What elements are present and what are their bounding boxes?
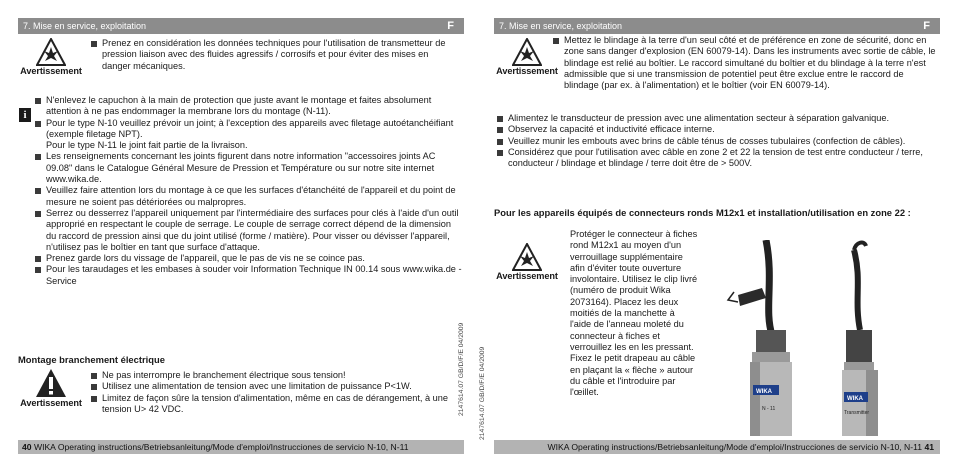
left-vertical-code: 2147614.07 GB/D/F/E 04/2009 [458,322,465,416]
list-item: Mettez le blindage à la terre d'un seul côté et de préférence en zone de sécurité, donc en zone sans danger d'explosion (EN 60079-14). Dans les instruments avec sortie de câble, le blindage est relié au boîtier. Le raccord simultané du boîtier et du blindage à la terre n'est admissible que si une transmission de potentiel peut être exclue entre le raccord de blindage (par ex. à l'alimentation) et le boîtier (voir EN 60079-14). [552,35,938,91]
left-section-heading: Montage branchement électrique [18,354,165,365]
list-item: Considérez que pour l'utilisation avec câble en zone 2 et 22 la tension de test entre conducteur / terre, conducteur / blindage et blindage / terre doit être de > 500V. [496,147,938,170]
list-item: Alimentez le transducteur de pression avec une alimentation secteur à séparation galvanique. [496,113,938,124]
left-warning-electrical [18,368,84,408]
right-warning2-label: Avertissement [496,271,558,281]
left-warning1-list [90,38,458,72]
list-item: Prenez garde lors du vissage de l'appareil, que le pas de vis ne se coince pas. [34,253,462,264]
left-footer-text: WIKA Operating instructions/Betriebsanleitung/Mode d'emploi/Instrucciones de servicio N-10, N-11 [33,442,409,452]
photo-model-left: N - 11 [762,406,776,412]
list-item: Pour les taraudages et les embases à souder voir Information Technique IN 00.14 sous www.wika.de -Service [34,264,462,287]
left-warning1-label: Avertissement [20,66,82,76]
right-warning-connector [494,243,560,281]
exclamation-warning-icon [35,368,67,398]
photo-brand-left: WIKA [756,389,772,395]
right-warning-explosion [494,38,560,76]
right-list [496,113,938,169]
transmitter-photo [704,240,940,436]
explosion-warning-icon [36,38,66,66]
left-info-list [34,95,462,287]
right-footer-text: WIKA Operating instructions/Betriebsanleitung/Mode d'emploi/Instrucciones de servicio N-10, N-11 [547,442,923,452]
list-item: Utilisez une alimentation de tension avec une limitation de puissance P<1W. [90,381,458,392]
right-page-number: 41 [924,442,934,452]
left-page-number: 40 [22,442,32,452]
info-icon: i [19,108,31,122]
left-page-header [18,18,464,34]
list-item: Veuillez faire attention lors du montage à ce que les surfaces d'étanchéité de l'appareil et du point de mesure ne soient pas détériorées ou malpropres. [34,185,462,208]
right-vertical-code: 2147614.07 GB/D/F/E 04/2009 [479,346,486,440]
explosion-warning-icon [512,38,542,66]
right-warning1-label: Avertissement [496,66,558,76]
right-warning2-text: Protéger le connecteur à fiches rond M12x1 au moyen d'un verrouillage supplémentaire afin d'éviter toute ouverture involontaire. Utilisez le clip livré (numéro de produit Wika 2073164). Placez les deux moitiés de la manchette à l'aide de l'anneau moleté du connecteur à fiches et verrouillez les en les pressant. Fixez le petit drapeau au câble en plaçant la « flèche » autour du câble et l'introduire par l'œillet. [570,229,698,398]
photo-brand-right: WIKA [847,396,863,402]
right-header-title: 7. Mise en service, exploitation [499,21,623,31]
right-page-header [494,18,940,34]
right-page-footer [494,440,940,454]
list-item: Prenez en considération les données techniques pour l'utilisation de transmetteur de pression liaison avec des fluides agressifs / corrosifs et pour éviter des mises en danger mécaniques. [90,38,458,72]
explosion-warning-icon [512,243,542,271]
list-item: Limitez de façon sûre la tension d'alimentation, même en cas de dérangement, à une tension U> 42 VDC. [90,393,458,416]
list-item: Ne pas interrompre le branchement électrique sous tension! [90,370,458,381]
right-section-heading: Pour les appareils équipés de connecteurs ronds M12x1 et installation/utilisation en zone 22 : [494,207,911,218]
left-warning-explosion [18,38,84,76]
left-warning2-list [90,370,458,415]
left-page-footer [18,440,464,454]
right-warning1-list [552,35,938,91]
list-item: N'enlevez le capuchon à la main de protection que juste avant le montage et faites absolument attention à ne pas endommager la membrane lors du montage (N-11). [34,95,462,118]
left-header-lang: F [447,20,454,32]
list-item: Les renseignements concernant les joints figurent dans notre information "accessoires joints AC 09.08" dans le Catalogue Général Mesure de Pression et Température ou sur notre site internet www.wika.de. [34,151,462,185]
left-warning2-label: Avertissement [20,398,82,408]
right-page [494,18,940,454]
list-item: Pour le type N-10 veuillez prévoir un joint; à l'exception des appareils avec filetage autoétanchéifiant (exemple filetage NPT). Pour le type N-11 le joint fait partie de la livraison. [34,118,462,152]
left-page [18,18,464,454]
left-header-title: 7. Mise en service, exploitation [23,21,147,31]
list-item-extra: Pour le type N-11 le joint fait partie de la livraison. [46,140,248,151]
right-header-lang: F [923,20,930,32]
list-item: Serrez ou desserrez l'appareil uniquement par l'intermédiaire des surfaces pour clés à l'aide d'un outil approprié en respectant le couple de serrage. Le couple de serrage correct dépend de la dimension du raccord de pression ainsi que du joint utilisé (forme / matière). Pour visser ou dévisser l'appareil, n'utilisez pas le boîtier en tant que surface d'attaque. [34,208,462,253]
photo-model-right: Transmitter [844,410,870,416]
list-item: Veuillez munir les embouts avec brins de câble ténus de cosses tubulaires (confection de câbles). [496,136,938,147]
list-item: Observez la capacité et inductivité efficace interne. [496,124,938,135]
